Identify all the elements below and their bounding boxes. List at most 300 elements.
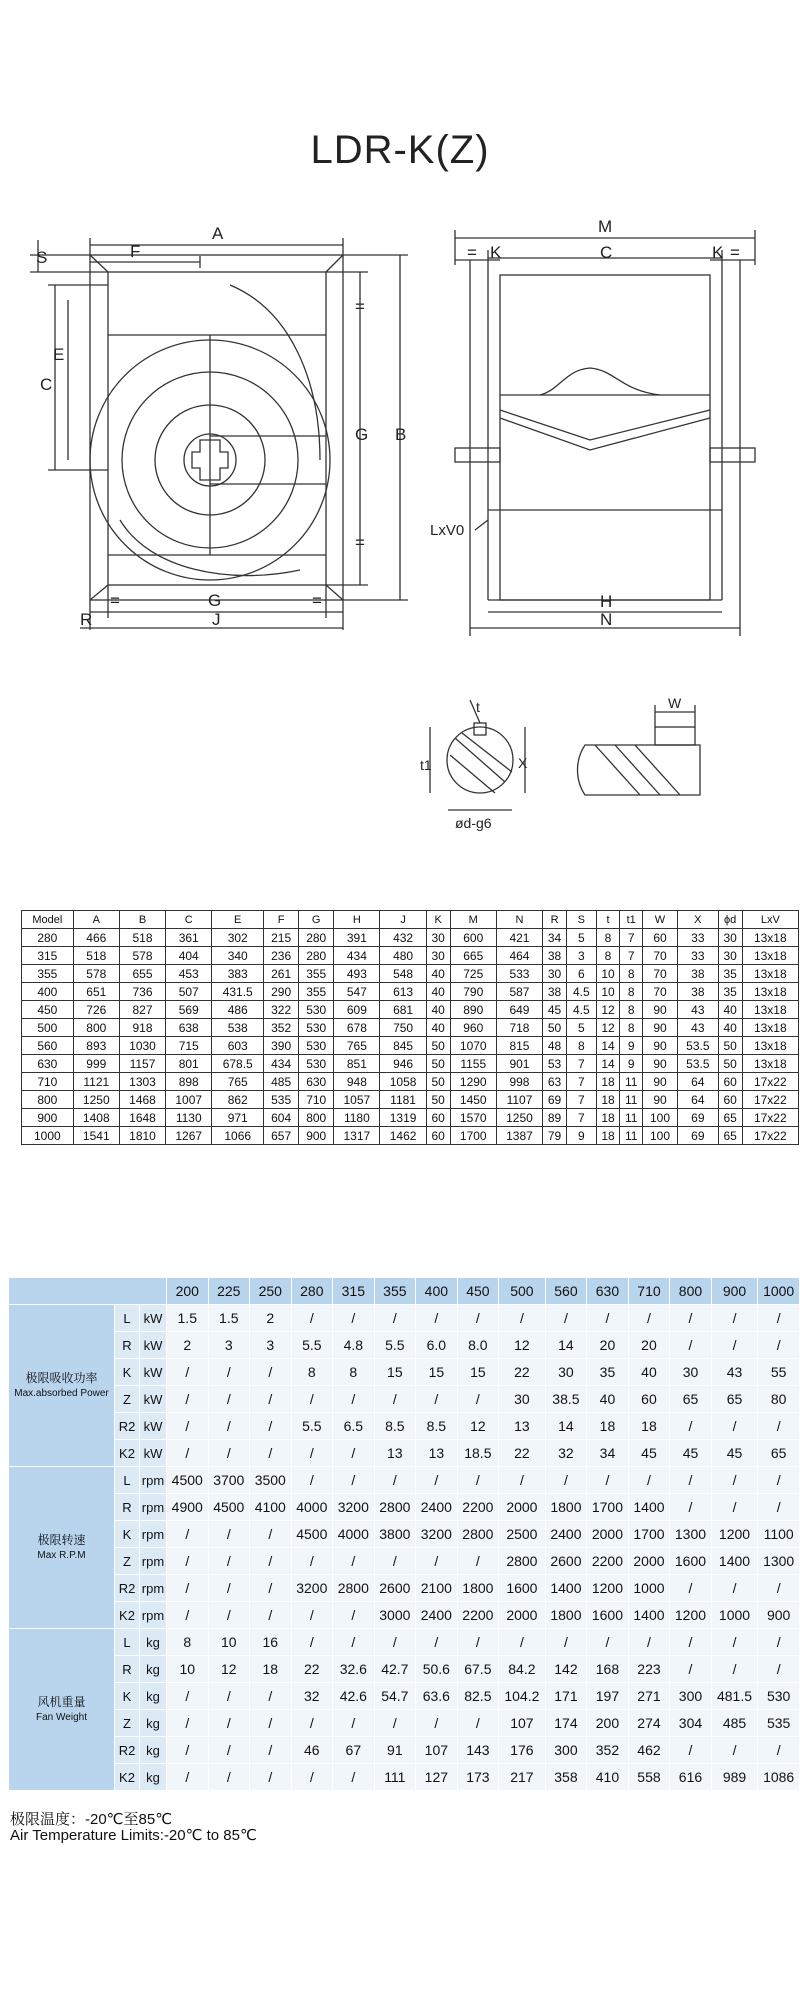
dim-cell: 280 [22,929,74,947]
value-cell: / [250,1548,292,1575]
table-row [9,1494,800,1521]
dimensions-table-header [22,911,799,929]
fan-type-cell: K [115,1359,140,1386]
value-cell: 107 [416,1737,458,1764]
value-cell: / [457,1386,499,1413]
dim-cell: 900 [22,1109,74,1127]
value-cell: 4000 [333,1521,375,1548]
value-cell: 42.6 [333,1683,375,1710]
value-cell: 1700 [587,1494,629,1521]
dim-cell: 302 [212,929,264,947]
value-cell: / [545,1305,587,1332]
value-cell: 6.5 [333,1413,375,1440]
value-cell: / [670,1629,712,1656]
value-cell: / [167,1359,209,1386]
size-header-cell: 315 [333,1278,375,1305]
value-cell: 2800 [457,1521,499,1548]
label-G-vert: G [355,425,369,444]
dim-cell: 960 [450,1019,496,1037]
value-cell: / [374,1548,416,1575]
dim-cell: 33 [678,929,719,947]
dim-cell: 1130 [166,1109,212,1127]
dim-cell: 655 [119,965,165,983]
value-cell: 40 [628,1359,670,1386]
value-cell: / [208,1548,250,1575]
table-row [22,1019,799,1037]
unit-cell: kg [140,1710,167,1737]
dim-cell: 69 [678,1127,719,1145]
dim-cell: 355 [299,965,334,983]
value-cell: / [291,1710,333,1737]
dim-cell: 765 [334,1037,380,1055]
value-cell: 2600 [545,1548,587,1575]
page-title: LDR-K(Z) [310,128,490,172]
value-cell: 63.6 [416,1683,458,1710]
dim-cell: 800 [299,1109,334,1127]
value-cell: / [670,1413,712,1440]
dim-cell: 60 [426,1109,450,1127]
value-cell: 5.5 [291,1332,333,1359]
dim-cell: 678 [334,1019,380,1037]
dim-cell: 17x22 [742,1109,798,1127]
dim-cell: 45 [543,1001,567,1019]
value-cell: / [250,1386,292,1413]
dim-header-cell: t [596,911,620,929]
table-row [9,1764,800,1791]
value-cell: 174 [545,1710,587,1737]
value-cell: / [208,1359,250,1386]
value-cell: / [167,1764,209,1791]
dim-cell: 1387 [496,1127,542,1145]
value-cell: / [758,1413,800,1440]
dim-cell: 710 [22,1073,74,1091]
dim-cell: 9 [567,1127,597,1145]
label-eq-3: = [110,591,120,610]
value-cell: 32 [545,1440,587,1467]
unit-cell: kW [140,1413,167,1440]
dim-cell: 862 [212,1091,264,1109]
table-row [22,947,799,965]
value-cell: / [291,1467,333,1494]
dim-cell: 8 [620,1001,642,1019]
dim-cell: 1107 [496,1091,542,1109]
dim-cell: 18 [596,1091,620,1109]
value-cell: 274 [628,1710,670,1737]
dim-cell: 718 [496,1019,542,1037]
dim-cell: 507 [166,983,212,1001]
dim-cell: 800 [73,1019,119,1037]
dim-cell: 725 [450,965,496,983]
value-cell: / [499,1305,546,1332]
dim-cell: 64 [678,1073,719,1091]
dim-cell: 40 [426,1019,450,1037]
dim-cell: 383 [212,965,264,983]
dim-cell: 1250 [73,1091,119,1109]
value-cell: 1600 [670,1548,712,1575]
dim-cell: 40 [718,1001,742,1019]
value-cell: 300 [670,1683,712,1710]
dim-cell: 649 [496,1001,542,1019]
dim-cell: 1810 [119,1127,165,1145]
dim-cell: 11 [620,1091,642,1109]
value-cell: 67.5 [457,1656,499,1683]
label-A: A [212,224,224,243]
label-t: t [476,699,480,715]
value-cell: / [545,1629,587,1656]
table-row [9,1602,800,1629]
dim-cell: 710 [299,1091,334,1109]
value-cell: 43 [711,1359,758,1386]
dim-cell: 13x18 [742,983,798,1001]
dim-cell: 530 [299,1037,334,1055]
dim-cell: 560 [22,1037,74,1055]
fan-type-cell: L [115,1305,140,1332]
value-cell: / [587,1305,629,1332]
value-cell: 2000 [628,1548,670,1575]
dim-cell: 900 [299,1127,334,1145]
value-cell: 1000 [711,1602,758,1629]
table-row [9,1548,800,1575]
header-blank-cell [9,1278,167,1305]
dim-cell: 998 [496,1073,542,1091]
dim-cell: 70 [642,965,677,983]
size-header-cell: 280 [291,1278,333,1305]
value-cell: / [374,1386,416,1413]
value-cell: 4500 [208,1494,250,1521]
label-t1: t1 [420,757,432,773]
value-cell: 2200 [457,1602,499,1629]
technical-drawing [0,0,800,850]
value-cell: 1400 [711,1548,758,1575]
dim-cell: 7 [567,1109,597,1127]
dim-cell: 530 [299,1055,334,1073]
dim-cell: 30 [426,947,450,965]
value-cell: / [587,1629,629,1656]
dim-cell: 7 [620,929,642,947]
value-cell: / [208,1602,250,1629]
value-cell: 18 [250,1656,292,1683]
dim-cell: 33 [678,947,719,965]
dim-cell: 493 [334,965,380,983]
fan-type-cell: K [115,1521,140,1548]
value-cell: 10 [208,1629,250,1656]
value-cell: 8 [333,1359,375,1386]
value-cell: 6.0 [416,1332,458,1359]
value-cell: 14 [545,1413,587,1440]
unit-cell: kg [140,1737,167,1764]
dim-cell: 613 [380,983,426,1001]
value-cell: 171 [545,1683,587,1710]
size-header-cell: 630 [587,1278,629,1305]
value-cell: / [250,1521,292,1548]
table-row [22,1001,799,1019]
dim-cell: 1408 [73,1109,119,1127]
value-cell: 3200 [291,1575,333,1602]
value-cell: / [333,1467,375,1494]
value-cell: 1600 [587,1602,629,1629]
dim-header-cell: C [166,911,212,929]
dim-cell: 890 [450,1001,496,1019]
dim-cell: 12 [596,1019,620,1037]
size-header-cell: 200 [167,1278,209,1305]
table-row [9,1440,800,1467]
label-eq-6: = [730,243,740,262]
value-cell: 80 [758,1386,800,1413]
dim-cell: 13x18 [742,965,798,983]
value-cell: 1800 [457,1575,499,1602]
value-cell: 300 [545,1737,587,1764]
value-cell: 22 [499,1359,546,1386]
value-cell: 2000 [499,1602,546,1629]
dim-cell: 801 [166,1055,212,1073]
dim-cell: 18 [596,1073,620,1091]
dim-cell: 40 [426,1001,450,1019]
dim-cell: 1007 [166,1091,212,1109]
fan-type-cell: Z [115,1386,140,1413]
value-cell: 2 [167,1332,209,1359]
label-K-right: K [712,243,724,262]
dim-cell: 948 [334,1073,380,1091]
label-B: B [395,425,407,444]
value-cell: 67 [333,1737,375,1764]
table-row [22,1073,799,1091]
dim-header-cell: W [642,911,677,929]
dim-cell: 53.5 [678,1037,719,1055]
table-row [9,1710,800,1737]
value-cell: 20 [587,1332,629,1359]
size-header-cell: 225 [208,1278,250,1305]
value-cell: / [416,1305,458,1332]
value-cell: 558 [628,1764,670,1791]
value-cell: 2800 [374,1494,416,1521]
dim-cell: 480 [380,947,426,965]
value-cell: / [499,1629,546,1656]
dim-cell: 946 [380,1055,426,1073]
table-row [9,1413,800,1440]
dim-cell: 60 [718,1073,742,1091]
dim-cell: 600 [450,929,496,947]
dim-cell: 50 [718,1037,742,1055]
dim-cell: 1570 [450,1109,496,1127]
value-cell: 10 [167,1656,209,1683]
value-cell: / [167,1710,209,1737]
dim-cell: 48 [543,1037,567,1055]
group-label-cell [9,1305,115,1467]
value-cell: 34 [587,1440,629,1467]
dim-cell: 432 [380,929,426,947]
dim-cell: 10 [596,965,620,983]
side-housing [500,275,710,600]
performance-table-header [9,1278,800,1305]
dim-cell: 518 [73,947,119,965]
value-cell: 8.5 [374,1413,416,1440]
table-row [22,983,799,1001]
value-cell: / [416,1467,458,1494]
dim-cell: 450 [22,1001,74,1019]
value-cell: / [416,1710,458,1737]
value-cell: / [250,1683,292,1710]
value-cell: / [711,1656,758,1683]
dim-cell: 678.5 [212,1055,264,1073]
value-cell: 1.5 [208,1305,250,1332]
value-cell: 2200 [457,1494,499,1521]
value-cell: 8 [167,1629,209,1656]
dim-header-cell: E [212,911,264,929]
dim-cell: 18 [596,1109,620,1127]
dim-header-cell: H [334,911,380,929]
value-cell: / [291,1440,333,1467]
dim-cell: 40 [426,965,450,983]
dim-cell: 53 [543,1055,567,1073]
dim-cell: 70 [642,947,677,965]
dim-cell: 851 [334,1055,380,1073]
value-cell: 1200 [670,1602,712,1629]
value-cell: / [291,1305,333,1332]
value-cell: 4.8 [333,1332,375,1359]
table-row [9,1332,800,1359]
dim-cell: 40 [718,1019,742,1037]
value-cell: / [291,1386,333,1413]
table-row [9,1521,800,1548]
dim-cell: 1468 [119,1091,165,1109]
value-cell: 18 [587,1413,629,1440]
dim-cell: 65 [718,1109,742,1127]
dim-cell: 11 [620,1127,642,1145]
unit-cell: kg [140,1656,167,1683]
value-cell: 54.7 [374,1683,416,1710]
dim-cell: 404 [166,947,212,965]
value-cell: 1800 [545,1494,587,1521]
value-cell: 530 [758,1683,800,1710]
value-cell: 1300 [670,1521,712,1548]
value-cell: 1700 [628,1521,670,1548]
dim-cell: 65 [718,1127,742,1145]
dim-cell: 1319 [380,1109,426,1127]
dim-cell: 845 [380,1037,426,1055]
value-cell: 168 [587,1656,629,1683]
value-cell: / [333,1305,375,1332]
value-cell: / [374,1467,416,1494]
unit-cell: kg [140,1764,167,1791]
value-cell: 30 [670,1359,712,1386]
unit-cell: kW [140,1332,167,1359]
value-cell: 1300 [758,1548,800,1575]
unit-cell: kW [140,1359,167,1386]
dim-cell: 421 [496,929,542,947]
value-cell: / [167,1602,209,1629]
value-cell: 462 [628,1737,670,1764]
value-cell: / [670,1494,712,1521]
dim-cell: 7 [567,1073,597,1091]
value-cell: 32.6 [333,1656,375,1683]
value-cell: 84.2 [499,1656,546,1683]
table-row [9,1467,800,1494]
dim-cell: 1317 [334,1127,380,1145]
dim-cell: 18 [596,1127,620,1145]
dim-cell: 518 [119,929,165,947]
dim-cell: 5 [567,929,597,947]
dim-cell: 434 [264,1055,299,1073]
dim-cell: 322 [264,1001,299,1019]
value-cell: 1800 [545,1602,587,1629]
dim-cell: 587 [496,983,542,1001]
value-cell: / [670,1332,712,1359]
fan-type-cell: R [115,1332,140,1359]
dim-cell: 89 [543,1109,567,1127]
table-row [22,1037,799,1055]
value-cell: 91 [374,1737,416,1764]
dim-cell: 13x18 [742,1037,798,1055]
label-C: C [40,375,53,394]
dim-cell: 630 [22,1055,74,1073]
dim-cell: 50 [426,1055,450,1073]
fan-type-cell: R2 [115,1737,140,1764]
value-cell: 2800 [333,1575,375,1602]
value-cell: 65 [711,1386,758,1413]
group-label-cell [9,1629,115,1791]
value-cell: 13 [499,1413,546,1440]
dim-cell: 485 [264,1073,299,1091]
dim-cell: 352 [264,1019,299,1037]
dim-cell: 38 [543,947,567,965]
value-cell: / [628,1305,670,1332]
size-header-cell: 400 [416,1278,458,1305]
value-cell: 3000 [374,1602,416,1629]
dim-cell: 35 [718,983,742,1001]
dim-cell: 340 [212,947,264,965]
value-cell: 2400 [545,1521,587,1548]
dim-cell: 70 [642,983,677,1001]
value-cell: 12 [208,1656,250,1683]
dim-cell: 361 [166,929,212,947]
value-cell: / [167,1440,209,1467]
value-cell: / [167,1737,209,1764]
fan-type-cell: K2 [115,1440,140,1467]
dim-cell: 8 [596,947,620,965]
value-cell: / [167,1548,209,1575]
temperature-note-cn: 极限温度：-20℃至85℃ [10,1811,173,1828]
value-cell: / [670,1656,712,1683]
label-F: F [130,242,141,261]
dim-cell: 681 [380,1001,426,1019]
size-header-cell: 560 [545,1278,587,1305]
dim-cell: 999 [73,1055,119,1073]
unit-cell: rpm [140,1494,167,1521]
dim-cell: 657 [264,1127,299,1145]
value-cell: / [333,1710,375,1737]
group-label-en: Max R.P.M [37,1549,86,1561]
value-cell: 2200 [587,1548,629,1575]
dim-cell: 434 [334,947,380,965]
value-cell: 4100 [250,1494,292,1521]
value-cell: 2500 [499,1521,546,1548]
value-cell: 20 [628,1332,670,1359]
value-cell: 2100 [416,1575,458,1602]
value-cell: / [628,1467,670,1494]
dim-cell: 6 [567,965,597,983]
dim-cell: 538 [212,1019,264,1037]
value-cell: 3200 [416,1521,458,1548]
value-cell: 8.5 [416,1413,458,1440]
label-X: X [518,755,528,771]
dim-cell: 8 [620,965,642,983]
dim-cell: 1070 [450,1037,496,1055]
dim-cell: 8 [620,1019,642,1037]
dim-cell: 69 [678,1109,719,1127]
value-cell: 32 [291,1683,333,1710]
value-cell: 12 [499,1332,546,1359]
dim-cell: 50 [426,1091,450,1109]
